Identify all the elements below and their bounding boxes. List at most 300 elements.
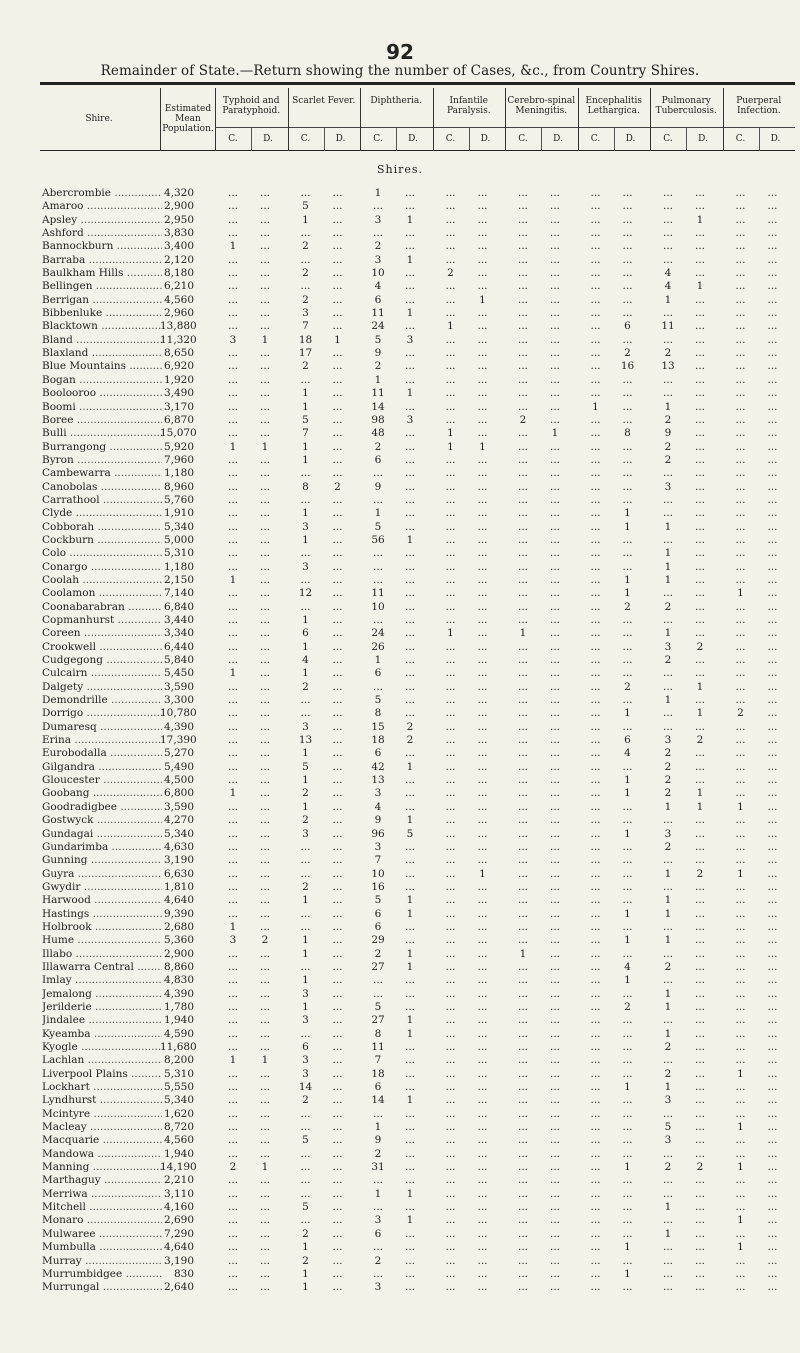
deaths-cell: ... bbox=[549, 827, 560, 840]
cases-cell: 1 bbox=[664, 547, 672, 560]
deaths-cell: ... bbox=[622, 720, 633, 733]
cases-cell: 1 bbox=[302, 507, 309, 520]
header-shire: Shire. bbox=[85, 114, 113, 124]
deaths-cell: ... bbox=[477, 1241, 488, 1254]
deaths-cell: ... bbox=[767, 947, 778, 960]
cases-cell: ... bbox=[445, 280, 456, 293]
cases-cell: 1 bbox=[302, 1267, 309, 1280]
deaths-cell: ... bbox=[404, 640, 415, 653]
shire-name: Apsley ..... bbox=[42, 214, 162, 227]
cases-cell: ... bbox=[445, 573, 456, 586]
deaths-cell: ... bbox=[332, 800, 343, 813]
shire-name: Dalgety ..... bbox=[42, 681, 162, 694]
deaths-cell: 2 bbox=[696, 1161, 704, 1174]
deaths-cell: ... bbox=[259, 1187, 270, 1200]
cases-cell: 2 bbox=[664, 840, 672, 853]
deaths-cell: ... bbox=[694, 480, 705, 493]
table-row bbox=[0, 1121, 800, 1134]
population-cell: 1,920 bbox=[163, 373, 194, 386]
deaths-cell: ... bbox=[477, 360, 488, 373]
cases-cell: 6 bbox=[374, 920, 382, 933]
deaths-cell: ... bbox=[622, 840, 633, 853]
cases-cell: ... bbox=[227, 1121, 238, 1134]
deaths-cell: ... bbox=[404, 547, 415, 560]
population-cell: 3,300 bbox=[163, 694, 194, 707]
cases-cell: ... bbox=[517, 1094, 528, 1107]
cases-cell: ... bbox=[517, 267, 528, 280]
cases-cell: ... bbox=[227, 600, 238, 613]
cases-cell: ... bbox=[590, 800, 601, 813]
cases-cell: ... bbox=[300, 600, 311, 613]
shire-name: Burrangong ..... bbox=[42, 441, 162, 454]
deaths-cell: ... bbox=[767, 920, 778, 933]
deaths-cell: ... bbox=[694, 187, 705, 199]
deaths-cell: ... bbox=[767, 333, 778, 346]
cases-cell: ... bbox=[662, 240, 673, 253]
cases-cell: 1 bbox=[737, 587, 744, 600]
cases-cell: 3 bbox=[374, 253, 382, 266]
deaths-cell: ... bbox=[622, 1094, 633, 1107]
cases-cell: ... bbox=[735, 907, 746, 920]
deaths-cell: ... bbox=[622, 267, 633, 280]
cases-cell: 18 bbox=[298, 333, 313, 346]
cases-cell: ... bbox=[735, 934, 746, 947]
cases-cell: ... bbox=[590, 373, 601, 386]
deaths-cell: ... bbox=[694, 600, 705, 613]
deaths-cell: ... bbox=[477, 347, 488, 360]
deaths-cell: ... bbox=[259, 1147, 270, 1160]
deaths-cell: ... bbox=[622, 453, 633, 466]
population-cell: 3,490 bbox=[163, 387, 194, 400]
cases-cell: ... bbox=[662, 680, 673, 693]
deaths-cell: ... bbox=[694, 974, 705, 987]
cases-cell: 3 bbox=[229, 934, 237, 947]
cases-cell: ... bbox=[517, 547, 528, 560]
deaths-cell: ... bbox=[549, 293, 560, 306]
cases-cell: ... bbox=[445, 814, 456, 827]
cases-cell: ... bbox=[445, 614, 456, 626]
cases-cell: 56 bbox=[371, 533, 385, 546]
deaths-cell: ... bbox=[694, 1267, 705, 1280]
cases-cell: ... bbox=[735, 1174, 746, 1187]
deaths-cell: ... bbox=[332, 987, 343, 1000]
deaths-cell: ... bbox=[332, 827, 343, 840]
deaths-cell: ... bbox=[694, 720, 705, 733]
deaths-cell: ... bbox=[767, 654, 778, 667]
deaths-cell: ... bbox=[404, 427, 415, 440]
table-row bbox=[0, 1094, 800, 1107]
cases-cell: ... bbox=[735, 1267, 746, 1280]
cases-cell: ... bbox=[300, 227, 311, 240]
cases-cell: 3 bbox=[374, 213, 382, 226]
cases-cell: ... bbox=[735, 493, 746, 506]
cases-cell: 3 bbox=[374, 787, 382, 800]
shire-name: Coreen ..... bbox=[42, 627, 162, 640]
cases-cell: ... bbox=[445, 480, 456, 493]
cases-cell: 2 bbox=[664, 787, 672, 800]
cases-cell: ... bbox=[445, 827, 456, 840]
deaths-cell: ... bbox=[767, 760, 778, 773]
page-number: 92 bbox=[386, 40, 414, 64]
cases-cell: 1 bbox=[302, 800, 309, 813]
deaths-cell: ... bbox=[259, 453, 270, 466]
cases-cell: ... bbox=[445, 894, 456, 907]
deaths-cell: ... bbox=[259, 1107, 270, 1120]
cases-cell: ... bbox=[227, 894, 238, 907]
deaths-cell: ... bbox=[259, 1267, 270, 1280]
cases-cell: 15 bbox=[371, 720, 385, 733]
deaths-cell: ... bbox=[259, 720, 270, 733]
cases-cell: ... bbox=[590, 774, 601, 787]
deaths-cell: ... bbox=[259, 293, 270, 306]
table-row bbox=[0, 387, 800, 400]
cases-cell: 18 bbox=[371, 734, 385, 747]
cases-cell: ... bbox=[590, 867, 601, 880]
cases-cell: ... bbox=[517, 880, 528, 893]
deaths-cell: ... bbox=[259, 547, 270, 560]
cases-cell: 5 bbox=[374, 333, 382, 346]
deaths-cell: ... bbox=[549, 253, 560, 266]
table-row bbox=[0, 1041, 800, 1054]
shire-name: Illawarra Central ..... bbox=[42, 961, 162, 974]
shire-name: Kyeamba ..... bbox=[42, 1028, 162, 1041]
cases-cell: ... bbox=[517, 560, 528, 573]
cases-cell: ... bbox=[517, 360, 528, 373]
deaths-cell: ... bbox=[767, 720, 778, 733]
cases-cell: ... bbox=[372, 493, 383, 506]
deaths-cell: 1 bbox=[406, 1014, 414, 1027]
population-cell: 5,550 bbox=[163, 1081, 194, 1094]
cases-cell: ... bbox=[735, 360, 746, 373]
deaths-cell: ... bbox=[767, 547, 778, 560]
deaths-cell: ... bbox=[767, 1107, 778, 1120]
deaths-cell: 16 bbox=[620, 360, 635, 373]
cases-cell: ... bbox=[445, 734, 456, 747]
deaths-cell: 2 bbox=[406, 720, 414, 733]
deaths-cell: 1 bbox=[261, 440, 269, 453]
deaths-cell: 1 bbox=[696, 787, 704, 800]
deaths-cell: ... bbox=[332, 720, 343, 733]
cases-cell: ... bbox=[227, 1201, 238, 1214]
shire-name: Lachlan ..... bbox=[42, 1054, 162, 1067]
deaths-cell: ... bbox=[549, 720, 560, 733]
header-subdivider bbox=[396, 128, 397, 151]
table-row bbox=[0, 521, 800, 534]
cases-cell: 2 bbox=[664, 654, 672, 667]
deaths-cell: ... bbox=[767, 587, 778, 600]
cases-cell: ... bbox=[735, 840, 746, 853]
cases-cell: 1 bbox=[664, 520, 672, 533]
cases-cell: 1 bbox=[664, 1081, 672, 1094]
cases-cell: ... bbox=[735, 960, 746, 973]
deaths-cell: ... bbox=[404, 360, 415, 373]
population-cell: 5,270 bbox=[163, 747, 194, 760]
cases-cell: ... bbox=[227, 1187, 238, 1200]
cases-cell: 1 bbox=[664, 1201, 672, 1214]
table-row bbox=[0, 307, 800, 320]
cases-cell: 1 bbox=[302, 1281, 309, 1294]
deaths-cell: ... bbox=[332, 760, 343, 773]
deaths-cell: ... bbox=[622, 987, 633, 1000]
deaths-cell: 1 bbox=[479, 293, 486, 306]
cases-cell: ... bbox=[662, 227, 673, 240]
cases-cell: ... bbox=[735, 947, 746, 960]
deaths-cell: ... bbox=[404, 1121, 415, 1134]
shire-name: Goodradigbee ..... bbox=[42, 801, 162, 814]
deaths-cell: ... bbox=[332, 747, 343, 760]
deaths-cell: ... bbox=[404, 587, 415, 600]
table-row bbox=[0, 1268, 800, 1281]
cases-cell: ... bbox=[445, 307, 456, 320]
table-row bbox=[0, 868, 800, 881]
population-cell: 1,180 bbox=[163, 560, 194, 573]
deaths-cell: 4 bbox=[624, 747, 631, 760]
deaths-cell: ... bbox=[622, 667, 633, 680]
deaths-cell: ... bbox=[549, 880, 560, 893]
cases-cell: ... bbox=[227, 1281, 238, 1294]
cases-cell: 5 bbox=[302, 760, 309, 773]
cases-cell: ... bbox=[662, 667, 673, 680]
deaths-cell: ... bbox=[477, 1281, 488, 1294]
cases-cell: 1 bbox=[737, 1121, 744, 1134]
cases-cell: ... bbox=[445, 667, 456, 680]
cases-cell: 1 bbox=[229, 667, 237, 680]
cases-cell: ... bbox=[445, 1027, 456, 1040]
deaths-cell: ... bbox=[477, 573, 488, 586]
cases-cell: ... bbox=[590, 360, 601, 373]
cases-cell: ... bbox=[590, 974, 601, 987]
cases-cell: ... bbox=[735, 333, 746, 346]
cases-cell: ... bbox=[662, 974, 673, 987]
deaths-cell: 1 bbox=[479, 440, 486, 453]
deaths-cell: ... bbox=[477, 187, 488, 199]
cases-cell: 1 bbox=[302, 453, 309, 466]
cases-cell: ... bbox=[517, 1054, 528, 1067]
deaths-cell: ... bbox=[477, 1201, 488, 1214]
table-row bbox=[0, 1161, 800, 1174]
cases-cell: ... bbox=[735, 307, 746, 320]
cases-cell: ... bbox=[735, 1187, 746, 1200]
cases-cell: ... bbox=[590, 320, 601, 333]
deaths-cell: ... bbox=[622, 213, 633, 226]
table-row bbox=[0, 707, 800, 720]
deaths-cell: ... bbox=[622, 1227, 633, 1240]
deaths-cell: ... bbox=[622, 240, 633, 253]
cases-cell: 3 bbox=[229, 333, 237, 346]
cases-cell: 2 bbox=[374, 440, 382, 453]
cases-cell: ... bbox=[517, 333, 528, 346]
population-cell: 6,630 bbox=[163, 867, 194, 880]
cases-cell: 13 bbox=[371, 774, 385, 787]
cases-cell: ... bbox=[735, 894, 746, 907]
deaths-cell: ... bbox=[767, 453, 778, 466]
deaths-cell: ... bbox=[767, 1281, 778, 1294]
deaths-cell: ... bbox=[549, 280, 560, 293]
deaths-cell: ... bbox=[694, 573, 705, 586]
cases-cell: 5 bbox=[302, 200, 309, 213]
cases-cell: ... bbox=[590, 280, 601, 293]
shire-name: Jerilderie ..... bbox=[42, 1001, 162, 1014]
cases-cell: ... bbox=[590, 627, 601, 640]
deaths-cell: ... bbox=[259, 387, 270, 400]
deaths-cell: 1 bbox=[696, 707, 704, 720]
deaths-cell: ... bbox=[332, 960, 343, 973]
deaths-cell: ... bbox=[259, 507, 270, 520]
deaths-cell: ... bbox=[549, 1094, 560, 1107]
deaths-cell: ... bbox=[259, 1174, 270, 1187]
deaths-cell: ... bbox=[477, 1161, 488, 1174]
deaths-cell: ... bbox=[404, 1281, 415, 1294]
deaths-cell: ... bbox=[549, 333, 560, 346]
deaths-cell: ... bbox=[477, 453, 488, 466]
cases-cell: ... bbox=[300, 1027, 311, 1040]
deaths-cell: ... bbox=[404, 1201, 415, 1214]
cases-cell: ... bbox=[445, 1067, 456, 1080]
cases-cell: ... bbox=[300, 1214, 311, 1227]
deaths-cell: ... bbox=[622, 640, 633, 653]
cases-cell: 1 bbox=[664, 800, 672, 813]
shire-name: Abercrombie ..... bbox=[42, 187, 162, 200]
deaths-cell: ... bbox=[332, 373, 343, 386]
cases-cell: 4 bbox=[374, 280, 382, 293]
deaths-cell: ... bbox=[694, 400, 705, 413]
deaths-cell: ... bbox=[622, 880, 633, 893]
deaths-cell: ... bbox=[477, 280, 488, 293]
deaths-cell: ... bbox=[477, 934, 488, 947]
cases-cell: ... bbox=[735, 1081, 746, 1094]
population-cell: 1,940 bbox=[163, 1147, 194, 1160]
deaths-cell: ... bbox=[259, 1241, 270, 1254]
cases-cell: ... bbox=[735, 467, 746, 480]
population-cell: 11,320 bbox=[160, 333, 197, 346]
shire-name: Bogan ..... bbox=[42, 374, 162, 387]
population-cell: 15,070 bbox=[160, 427, 197, 440]
deaths-cell: ... bbox=[404, 1081, 415, 1094]
cases-cell: ... bbox=[227, 680, 238, 693]
table-row bbox=[0, 627, 800, 640]
deaths-cell: ... bbox=[477, 747, 488, 760]
deaths-cell: ... bbox=[332, 627, 343, 640]
population-cell: 13,880 bbox=[160, 320, 197, 333]
deaths-cell: ... bbox=[477, 787, 488, 800]
deaths-cell: ... bbox=[259, 800, 270, 813]
cases-cell: 5 bbox=[302, 1201, 309, 1214]
deaths-cell: ... bbox=[694, 614, 705, 626]
cases-cell: ... bbox=[517, 1214, 528, 1227]
deaths-cell: ... bbox=[622, 560, 633, 573]
shire-name: Mandowa ..... bbox=[42, 1148, 162, 1161]
cases-cell: ... bbox=[445, 640, 456, 653]
population-cell: 8,960 bbox=[163, 480, 194, 493]
cases-cell: 3 bbox=[302, 827, 309, 840]
population-cell: 2,150 bbox=[163, 573, 194, 586]
cases-cell: ... bbox=[227, 1094, 238, 1107]
cases-cell: 6 bbox=[374, 747, 382, 760]
deaths-cell: ... bbox=[549, 774, 560, 787]
cases-cell: ... bbox=[300, 253, 311, 266]
cases-cell: ... bbox=[445, 333, 456, 346]
cases-cell: ... bbox=[735, 547, 746, 560]
cases-cell: 42 bbox=[371, 760, 385, 773]
cases-cell: ... bbox=[517, 974, 528, 987]
cases-cell: ... bbox=[590, 1107, 601, 1120]
cases-cell: 18 bbox=[371, 1067, 385, 1080]
deaths-cell: ... bbox=[767, 293, 778, 306]
cases-cell: 1 bbox=[302, 400, 309, 413]
deaths-cell: 1 bbox=[624, 707, 631, 720]
deaths-cell: 1 bbox=[696, 280, 704, 293]
deaths-cell: ... bbox=[404, 400, 415, 413]
deaths-cell: ... bbox=[549, 614, 560, 626]
deaths-cell: 1 bbox=[624, 974, 631, 987]
cases-cell: 1 bbox=[664, 400, 672, 413]
deaths-cell: ... bbox=[549, 1201, 560, 1214]
deaths-cell: 3 bbox=[406, 333, 414, 346]
deaths-cell: ... bbox=[767, 347, 778, 360]
deaths-cell: ... bbox=[549, 347, 560, 360]
cases-cell: ... bbox=[735, 387, 746, 400]
cases-cell: ... bbox=[445, 547, 456, 560]
cases-cell: ... bbox=[517, 1121, 528, 1134]
deaths-cell: ... bbox=[259, 1121, 270, 1134]
cases-cell: ... bbox=[590, 1014, 601, 1027]
header-disease: Pulmonary Tuberculosis. bbox=[655, 96, 717, 116]
deaths-cell: ... bbox=[622, 1134, 633, 1147]
cases-cell: ... bbox=[445, 1201, 456, 1214]
deaths-cell: ... bbox=[332, 360, 343, 373]
deaths-cell: ... bbox=[694, 947, 705, 960]
deaths-cell: 3 bbox=[406, 413, 414, 426]
deaths-cell: 5 bbox=[406, 827, 414, 840]
cases-cell: ... bbox=[227, 1014, 238, 1027]
cases-cell: ... bbox=[227, 907, 238, 920]
deaths-cell: ... bbox=[332, 814, 343, 827]
deaths-cell: ... bbox=[549, 707, 560, 720]
deaths-cell: ... bbox=[259, 560, 270, 573]
cases-cell: ... bbox=[517, 293, 528, 306]
shire-name: Macleay ..... bbox=[42, 1121, 162, 1134]
cases-cell: ... bbox=[227, 587, 238, 600]
header-deaths-label: D. bbox=[770, 134, 781, 144]
deaths-cell: 1 bbox=[406, 253, 414, 266]
deaths-cell: 2 bbox=[624, 600, 631, 613]
deaths-cell: ... bbox=[549, 1147, 560, 1160]
deaths-cell: ... bbox=[477, 1267, 488, 1280]
deaths-cell: ... bbox=[622, 413, 633, 426]
population-cell: 6,800 bbox=[163, 787, 194, 800]
table-row bbox=[0, 694, 800, 707]
header-cases-label: C. bbox=[228, 134, 238, 144]
cases-cell: 2 bbox=[664, 960, 672, 973]
cases-cell: 2 bbox=[302, 680, 309, 693]
deaths-cell: 1 bbox=[406, 1187, 414, 1200]
cases-cell: ... bbox=[300, 920, 311, 933]
deaths-cell: ... bbox=[622, 867, 633, 880]
deaths-cell: ... bbox=[549, 413, 560, 426]
cases-cell: 6 bbox=[374, 1227, 382, 1240]
shire-name: Murray ..... bbox=[42, 1255, 162, 1268]
cases-cell: ... bbox=[445, 1187, 456, 1200]
deaths-cell: ... bbox=[477, 547, 488, 560]
deaths-cell: ... bbox=[332, 787, 343, 800]
deaths-cell: ... bbox=[477, 1254, 488, 1267]
deaths-cell: ... bbox=[767, 627, 778, 640]
cases-cell: 5 bbox=[374, 694, 382, 707]
deaths-cell: ... bbox=[477, 227, 488, 240]
deaths-cell: ... bbox=[477, 1134, 488, 1147]
cases-cell: 5 bbox=[374, 894, 382, 907]
header-cases-label: C. bbox=[663, 134, 673, 144]
